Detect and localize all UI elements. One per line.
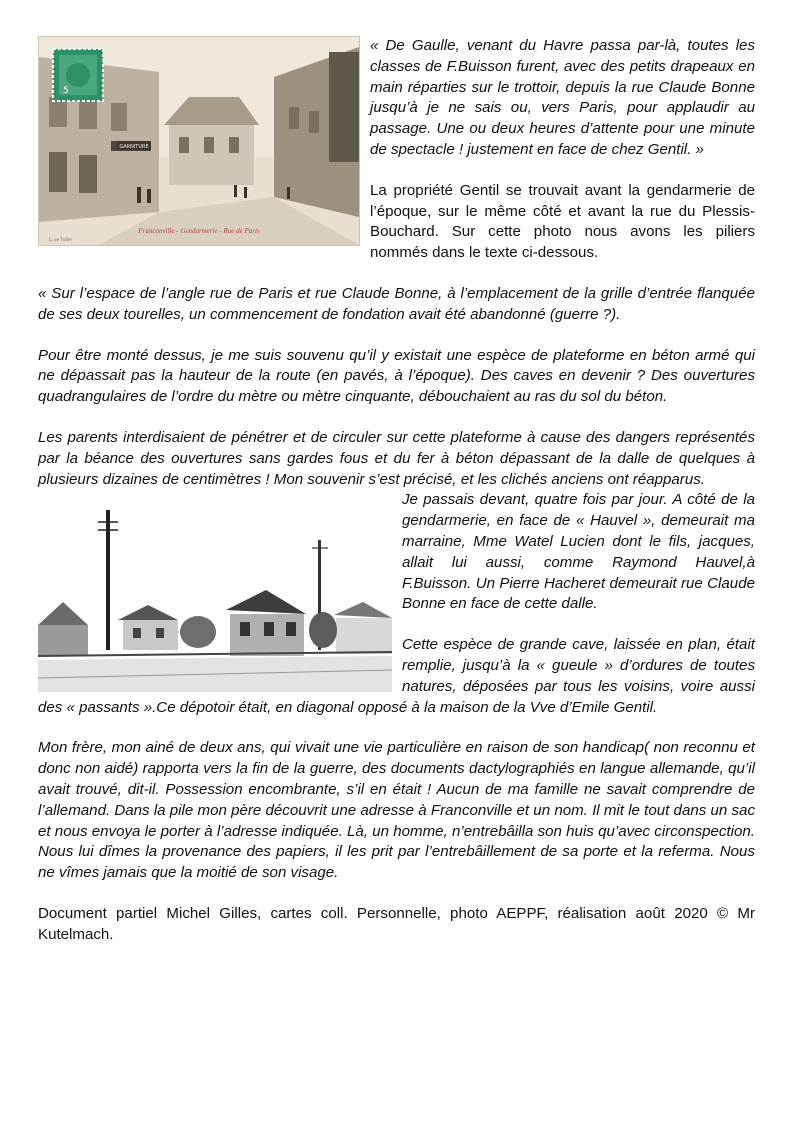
paragraph-mon-frere: Mon frère, mon ainé de deux ans, qui vivait une vie particulière en raison de son handicap( non reconnu et donc non aidé) rapporta vers la fin de la guerre, des documents dactylographiés en langue allemande, qu’il avait trouvé, dit-il. Possession encombrante, s’il en était ! Aucun de ma famille ne savait comprendre de l’allemand. Dans la pile mon père découvrit une adresse à Franconville et un nom. Il mit le tout dans un sac et nous envoya le porter à l’adresse indiquée. Là, un homme, n’entrebâilla son huis qu’avec circonspection. Nous lui dîmes la provenance des papiers, il les prit par l’entrebâillement de sa porte et la referma. Nous ne vîmes jamais que la moitié de son visage. xyxy=(38,739,755,882)
document-page xyxy=(38,36,755,945)
paragraph-quote-de-gaulle: « De Gaulle, venant du Havre passa par-là, toutes les classes de F.Buisson furent, avec des petits drapeaux en main réparties sur le trottoir, depuis la rue Claude Bonne jusqu’à je ne sais ou, vers Paris, pour applaudir au passage. Une ou deux heures d’attente pour une minute de spectacle ! justement en face de chez Gentil. » xyxy=(370,37,755,158)
svg-text:5: 5 xyxy=(63,86,69,96)
paragraph-propriete-gentil: La propriété Gentil se trouvait avant la gendarmerie de l’époque, sur le même côté et avant la rue du Plessis-Bouchard. Sur cette photo nous avons les piliers nommés dans le texte ci-dessous. xyxy=(370,181,755,262)
paragraph-plateforme: Pour être monté dessus, je me suis souvenu qu’il y existait une espèce de plateforme en béton armé qui ne dépassait pas la hauteur de la route (en pavés, à l’époque). Des caves en devenir ? Des ouvertures quadrangulaires de l’ordre du mètre ou mètre cinquante, débouchaient au ras du sol du béton. xyxy=(38,346,755,406)
credits-line: Document partiel Michel Gilles, cartes coll. Personnelle, photo AEPPF, réalisation août 2020 © Mr Kutelmach. xyxy=(38,904,755,943)
street-photo-illustration xyxy=(38,510,392,692)
paragraph-je-passais: Je passais devant, quatre fois par jour. A côté de la gendarmerie, en face de « Hauvel », demeurait ma marraine, Mme Watel Lucien dont le fils, jacques, allait lui aussi, comme Raymond Hauvel,à F.Buisson. Un Pierre Hacheret demeurait rue Claude Bonne en face de cette dalle. xyxy=(402,491,755,613)
postcard-image xyxy=(38,36,360,246)
paragraph-angle-rue: « Sur l’espace de l’angle rue de Paris et rue Claude Bonne, à l’emplacement de la grille d’entrée flanquée de ses deux tourelles, un commencement de fondation avait été abandonné (guerre ?). xyxy=(38,284,755,323)
postcard-caption: Franconville - Gendarmerie - Rue de Paris xyxy=(138,227,260,235)
shop-sign: GARNITURE xyxy=(119,144,149,150)
paragraph-parents: Les parents interdisaient de pénétrer et de circuler sur cette plateforme à cause des dangers représentés par la béance des ouvertures sans gardes fous et du fer à béton dépassant de la dalle de quelques à plusieurs dizaines de centimètres ! Mon souvenir s’est précisé, et les clichés anciens ont réapparus. xyxy=(38,428,755,488)
postcard-illustration xyxy=(39,37,359,245)
paragraph-grande-cave: Cette espèce de grande cave, laissée en plan, était remplie, jusqu’à la « gueule » d’ordures de toutes natures, déposées par tous les voisins, voire aussi des « passants ».Ce dépotoir était, en diagonal opposé à la maison de la Vve d’Emile Gentil. xyxy=(38,636,755,716)
postcard-publisher: L. ce Toller xyxy=(49,238,73,243)
street-corner-photo xyxy=(38,510,392,692)
